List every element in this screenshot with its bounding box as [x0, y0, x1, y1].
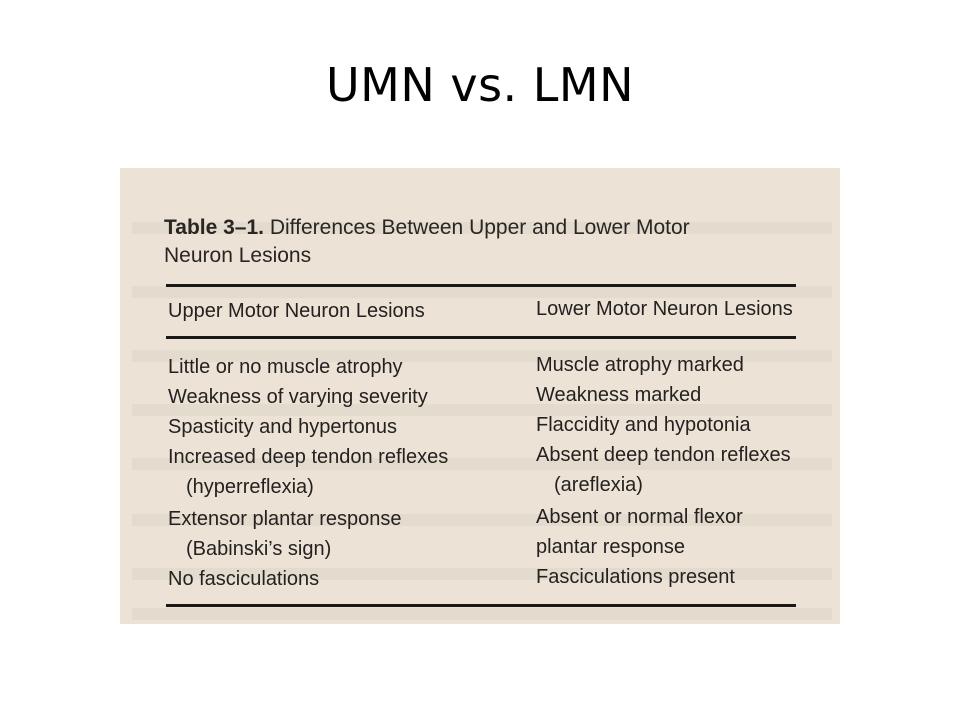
left-line: Weakness of varying severity	[168, 386, 428, 408]
left-line: Increased deep tendon reflexes	[168, 446, 449, 468]
left-line: (Babinski’s sign)	[186, 538, 332, 560]
left-line: No fasciculations	[168, 568, 320, 590]
header-right: Lower Motor Neuron Lesions	[536, 298, 793, 320]
header-left: Upper Motor Neuron Lesions	[168, 300, 425, 322]
left-line: Extensor plantar response	[168, 508, 402, 530]
table-caption	[164, 214, 724, 270]
left-line: (hyperreflexia)	[186, 476, 314, 498]
right-line: Muscle atrophy marked	[536, 354, 744, 376]
right-line: plantar response	[536, 536, 685, 558]
right-line: Fasciculations present	[536, 566, 735, 588]
right-line: Flaccidity and hypotonia	[536, 414, 751, 436]
table-caption-number: Table 3–1.	[164, 216, 264, 239]
rule-header	[166, 336, 796, 339]
right-line: Weakness marked	[536, 384, 702, 406]
scanned-table-image	[120, 168, 840, 624]
rule-bottom	[166, 604, 796, 607]
rule-top	[166, 284, 796, 287]
left-line: Little or no muscle atrophy	[168, 356, 403, 378]
right-line: Absent deep tendon reflexes	[536, 444, 791, 466]
right-line: (areflexia)	[554, 474, 643, 496]
slide-title: UMN vs. LMN	[325, 58, 635, 112]
left-line: Spasticity and hypertonus	[168, 416, 398, 438]
table-caption-text: Differences Between Upper and Lower Motor Neuron Lesions	[164, 216, 690, 267]
right-line: Absent or normal flexor	[536, 506, 743, 528]
